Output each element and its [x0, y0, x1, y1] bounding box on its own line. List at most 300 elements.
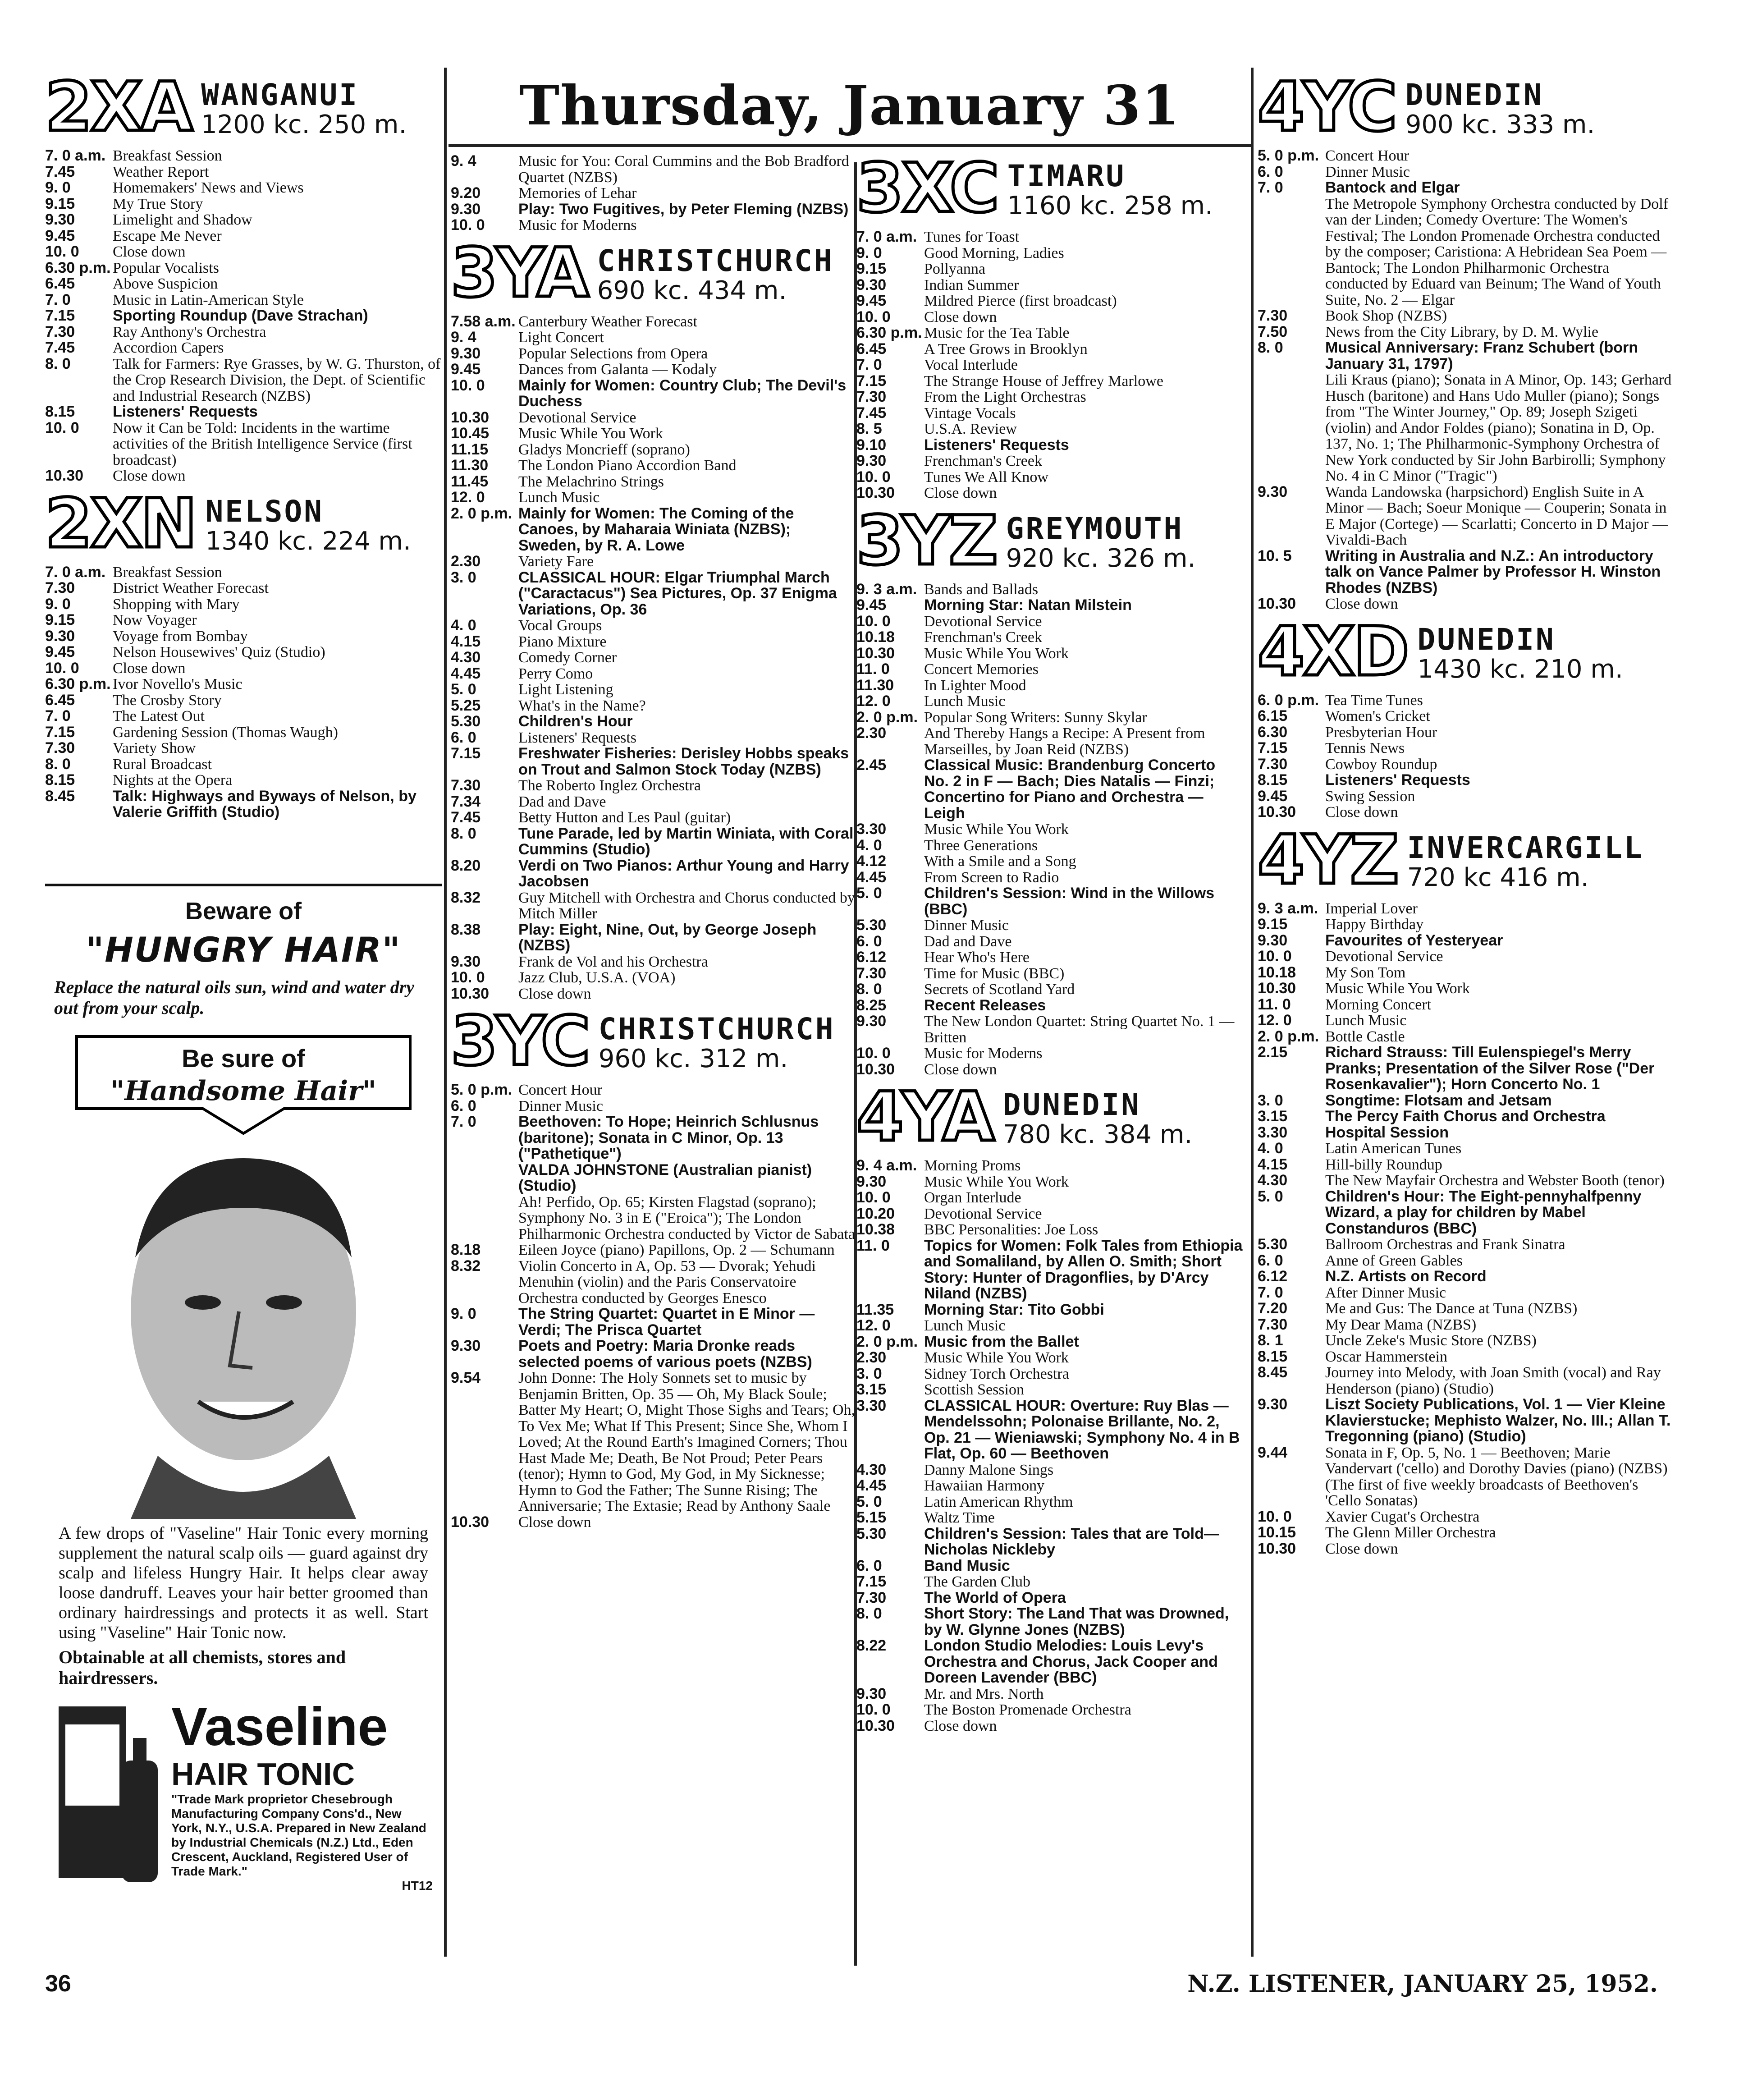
program-title: Waltz Time [924, 1509, 995, 1526]
program-item [451, 378, 856, 410]
program-item [856, 1222, 1244, 1238]
program-time: 10. 0 [856, 308, 891, 326]
program-time: 11. 0 [856, 1237, 890, 1254]
program-item [856, 821, 1244, 838]
program-title: Book Shop (NZBS) [1325, 307, 1447, 324]
program-time: 8.25 [856, 996, 887, 1014]
program-item [1258, 196, 1672, 308]
program-item [856, 1334, 1244, 1350]
vaseline-advertisement [45, 884, 442, 1937]
program-title: Hill-billy Roundup [1325, 1156, 1442, 1173]
program-time: 10. 0 [856, 468, 891, 486]
program-time: 9.15 [45, 611, 75, 628]
program-title: The New London Quartet: String Quartet No. 1 — Britten [924, 1013, 1235, 1046]
page-number: 36 [45, 1971, 71, 1997]
station-city: GREYMOUTH [1006, 511, 1184, 546]
ad-headline: Beware of [185, 898, 302, 925]
program-title: Verdi on Two Pianos: Arthur Young and Harry Jacobsen [518, 857, 849, 890]
station-city: CHRISTCHURCH [597, 243, 834, 278]
program-time: 9.30 [451, 953, 481, 970]
station-header [451, 234, 856, 312]
program-item [856, 853, 1244, 870]
program-title: Perry Como [518, 665, 593, 682]
program-item [1258, 1173, 1672, 1189]
program-title: Breakfast Session [113, 147, 222, 164]
program-title: Canterbury Weather Forecast [518, 313, 697, 330]
program-time: 9.45 [1258, 787, 1288, 805]
program-item [1258, 1109, 1672, 1125]
program-item [856, 325, 1244, 341]
program-item [856, 261, 1244, 277]
program-title: Time for Music (BBC) [924, 965, 1065, 982]
program-title: Listeners' Requests [113, 403, 258, 420]
program-item [856, 614, 1244, 630]
program-title: Violin Concerto in A, Op. 53 — Dvorak; Yehudi Menuhin (violin) and the Paris Conservatoire Orchestra conducted by Georges Enesco [518, 1257, 816, 1307]
program-item [45, 724, 442, 741]
station-callsign: 3XC [856, 149, 998, 228]
program-title: Music for Moderns [518, 217, 637, 234]
program-title: Weather Report [113, 163, 209, 180]
program-time: 2. 0 p.m. [1258, 1027, 1319, 1045]
program-time: 10. 0 [45, 243, 79, 260]
column-divider [1251, 68, 1254, 1957]
program-title: Close down [113, 468, 186, 484]
program-item [45, 660, 442, 677]
program-title: Dinner Music [1325, 163, 1410, 180]
program-title: Listeners' Requests [518, 729, 637, 746]
program-title: Listeners' Requests [1325, 771, 1470, 789]
program-title: Close down [518, 1513, 591, 1531]
station-section [451, 1002, 856, 1531]
program-title: Devotional Service [1325, 948, 1443, 965]
program-title: Music from the Ballet [924, 1333, 1079, 1350]
program-title: Close down [113, 660, 186, 677]
program-title: The Garden Club [924, 1573, 1031, 1590]
program-time: 9.30 [451, 1337, 481, 1354]
program-time: 6. 0 [451, 729, 476, 746]
program-time: 5. 0 p.m. [1258, 147, 1319, 164]
program-time: 11.35 [856, 1301, 894, 1318]
program-list [856, 1158, 1244, 1734]
program-title: Dinner Music [924, 917, 1009, 934]
program-time: 10. 0 [1258, 1508, 1292, 1525]
program-time: 8.20 [451, 857, 481, 874]
program-time: 7.45 [451, 809, 481, 826]
program-title: Xavier Cugat's Orchestra [1325, 1508, 1480, 1525]
program-item [1258, 1333, 1672, 1349]
program-title: Music for Moderns [924, 1045, 1043, 1062]
program-title: Morning Star: Tito Gobbi [924, 1301, 1104, 1318]
station-section [856, 1078, 1244, 1734]
program-item [45, 292, 442, 308]
program-item [1258, 1365, 1672, 1397]
program-time: 9. 0 [856, 244, 882, 261]
program-time: 2.15 [1258, 1044, 1288, 1061]
program-time: 2.30 [451, 553, 481, 570]
program-title: The Latest Out [113, 708, 205, 724]
program-item [45, 196, 442, 212]
station-section [856, 501, 1244, 1078]
program-item [856, 870, 1244, 886]
program-time: 4.45 [451, 665, 481, 682]
column-4 [1258, 68, 1672, 1966]
program-item [45, 468, 442, 484]
program-time: 4.45 [856, 1477, 887, 1494]
program-item [1258, 372, 1672, 484]
program-time: 3.30 [856, 1397, 887, 1414]
program-title: Concert Memories [924, 661, 1039, 678]
program-time: 11. 0 [856, 660, 890, 678]
program-time: 11.45 [451, 472, 489, 490]
program-title: Music While You Work [924, 645, 1069, 662]
program-item [451, 314, 856, 330]
program-time: 10.30 [856, 1717, 895, 1734]
program-title: Frank de Vol and his Orchestra [518, 953, 708, 970]
program-time: 9.30 [1258, 931, 1288, 949]
program-item [856, 1558, 1244, 1574]
program-title: The Crosby Story [113, 692, 222, 709]
program-item [45, 180, 442, 196]
program-title: Devotional Service [924, 1205, 1042, 1222]
program-item [856, 981, 1244, 998]
program-item [856, 1238, 1244, 1302]
program-title: Sonata in F, Op. 5, No. 1 — Beethoven; Marie Vandervart ('cello) and Dorothy Davies (piano) (NZBS) (The first of five weekly broadcasts of Beethoven's 'Cello Sonatas) [1325, 1444, 1668, 1509]
program-time: 4.45 [856, 868, 887, 886]
program-time: 9.15 [45, 195, 75, 212]
program-item [856, 1638, 1244, 1686]
program-title: Musical Anniversary: Franz Schubert (born January 31, 1797) [1325, 339, 1638, 372]
station-frequency: 1430 kc. 210 m. [1417, 654, 1623, 684]
program-time: 10. 0 [45, 419, 79, 436]
face-icon [86, 1140, 401, 1519]
ad-code: HT12 [402, 1879, 433, 1893]
program-item [451, 185, 856, 202]
program-title: Lunch Music [924, 1317, 1006, 1334]
program-time: 4.30 [1258, 1172, 1288, 1189]
program-time: 12. 0 [451, 489, 485, 506]
ad-headline-big: "HUNGRY HAIR" [86, 930, 401, 970]
program-item [451, 1082, 856, 1098]
program-title: Swing Session [1325, 788, 1415, 805]
program-time: 8. 0 [856, 981, 882, 998]
program-time: 7. 0 [45, 707, 71, 724]
program-time: 2. 0 p.m. [451, 504, 513, 522]
program-title: U.S.A. Review [924, 421, 1017, 437]
program-time: 9. 0 [45, 595, 71, 613]
program-time: 7.30 [1258, 307, 1288, 324]
program-item [856, 469, 1244, 486]
program-time: 6. 0 p.m. [1258, 691, 1319, 709]
program-time: 7.30 [1258, 1316, 1288, 1333]
program-item [856, 1718, 1244, 1734]
program-time: 4.15 [1258, 1155, 1288, 1173]
program-item [1258, 1141, 1672, 1157]
program-item [856, 1702, 1244, 1718]
program-item [451, 362, 856, 378]
program-title: Music for You: Coral Cummins and the Bob Bradford Quartet (NZBS) [518, 153, 849, 186]
program-time: 7.30 [856, 964, 887, 982]
program-item [1258, 1045, 1672, 1093]
station-city: CHRISTCHURCH [598, 1012, 835, 1046]
station-header [451, 1002, 856, 1081]
program-title: Presbyterian Hour [1325, 724, 1437, 741]
program-list [1258, 692, 1672, 821]
program-item [451, 858, 856, 890]
program-item [856, 646, 1244, 662]
program-title: Recent Releases [924, 996, 1046, 1014]
program-time: 9. 4 a.m. [856, 1157, 917, 1174]
program-item [856, 678, 1244, 694]
program-title: Play: Eight, Nine, Out, by George Joseph (NZBS) [518, 921, 817, 954]
program-title: Tunes for Toast [924, 229, 1020, 245]
program-list [856, 229, 1244, 501]
program-title: The Strange House of Jeffrey Marlowe [924, 372, 1163, 390]
program-title: The World of Opera [924, 1589, 1066, 1606]
program-item [45, 564, 442, 581]
program-time: 10. 0 [856, 1189, 891, 1206]
program-title: And Thereby Hangs a Recipe: A Present from Marseilles, by Joan Reid (NZBS) [924, 725, 1205, 758]
program-title: The Boston Promenade Orchestra [924, 1701, 1131, 1718]
column-divider [444, 68, 447, 1957]
program-time: 4. 0 [451, 617, 476, 634]
program-time: 9.30 [856, 276, 887, 293]
program-item [856, 1045, 1244, 1062]
program-item [45, 244, 442, 260]
program-time: 7.15 [856, 1573, 887, 1590]
program-title: Accordion Capers [113, 339, 224, 356]
program-item [451, 746, 856, 778]
station-header [45, 68, 442, 147]
program-time: 4.30 [451, 649, 481, 666]
program-title: Organ Interlude [924, 1189, 1021, 1206]
ad-bubble-line2: "Handsome Hair" [110, 1075, 376, 1107]
program-time: 10.30 [856, 644, 895, 662]
program-title: Mildred Pierce (first broadcast) [924, 293, 1117, 309]
program-title: Devotional Service [518, 409, 636, 426]
station-frequency: 690 kc. 434 m. [597, 275, 787, 305]
program-item [1258, 1029, 1672, 1045]
station-city: DUNEDIN [1002, 1087, 1141, 1122]
program-title: Popular Song Writers: Sunny Skylar [924, 709, 1147, 726]
program-item [856, 453, 1244, 469]
program-title: Secrets of Scotland Yard [924, 981, 1075, 998]
program-title: Devotional Service [924, 613, 1042, 630]
program-item [451, 682, 856, 698]
program-item [451, 346, 856, 362]
program-item [856, 1318, 1244, 1334]
program-title: Mainly for Women: Country Club; The Devil's Duchess [518, 376, 847, 410]
program-time: 6. 0 [1258, 163, 1283, 180]
program-time: 11.15 [451, 440, 489, 458]
program-time: 9.45 [856, 292, 887, 309]
station-city: DUNEDIN [1405, 78, 1543, 112]
program-title: Beethoven: To Hope; Heinrich Schlusnus (baritone); Sonata in C Minor, Op. 13 ("Pathetique") [518, 1113, 819, 1162]
program-title: Bands and Ballads [924, 581, 1039, 598]
program-time: 8. 5 [856, 420, 882, 437]
program-title: Now it Can be Told: Incidents in the wartime activities of the British Intelligence Service (first broadcast) [113, 419, 412, 468]
station-city: DUNEDIN [1417, 622, 1556, 657]
program-title: What's in the Name? [518, 697, 646, 714]
program-item [451, 570, 856, 618]
program-time: 10.30 [856, 1060, 895, 1078]
station-header [45, 484, 442, 563]
program-time: 10. 0 [45, 659, 79, 677]
station-info [1006, 513, 1196, 573]
program-title: Jazz Club, U.S.A. (VOA) [518, 969, 676, 986]
program-title: Morning Proms [924, 1157, 1021, 1174]
program-time: 10. 0 [451, 216, 485, 234]
program-title: Variety Show [113, 740, 196, 757]
program-title: Uncle Zeke's Music Store (NZBS) [1325, 1332, 1537, 1349]
program-time: 7.45 [45, 339, 75, 356]
program-item [1258, 708, 1672, 724]
ad-bubble-line1: Be sure of [182, 1044, 305, 1073]
station-section [451, 153, 856, 234]
program-title: N.Z. Artists on Record [1325, 1268, 1487, 1285]
program-time: 8.45 [45, 787, 75, 805]
program-time: 9.45 [856, 596, 887, 614]
program-time: 7. 0 a.m. [45, 563, 106, 581]
program-item [1258, 308, 1672, 324]
station-info [1007, 160, 1213, 220]
station-callsign: 4XD [1258, 612, 1408, 691]
program-time: 9. 4 [451, 153, 476, 170]
program-title: Children's Hour [518, 713, 633, 730]
program-title: Tunes We All Know [924, 468, 1048, 486]
program-time: 9.30 [856, 1013, 887, 1030]
program-title: Listeners' Requests [924, 436, 1069, 454]
program-time: 7.30 [1258, 755, 1288, 773]
program-title: The Metropole Symphony Orchestra conducted by Dolf van der Linden; Comedy Overture: The Women's Festival; The London Promenade Orchestra conducted by the composer; Caristiona: A Hebridean Sea Poem — Bantock; The London Philharmonic Orchestra conducted by Eduard van Beinum; The Wand of Youth Suite, No. 2 — Elgar [1325, 195, 1669, 308]
program-title: Close down [924, 1717, 997, 1734]
program-time: 7.30 [856, 1589, 887, 1606]
program-item [45, 260, 442, 276]
program-time: 12. 0 [856, 692, 891, 710]
program-time [451, 1194, 518, 1243]
program-item [451, 1194, 856, 1243]
station-section [1258, 68, 1672, 612]
station-header [1258, 612, 1672, 691]
program-item [451, 618, 856, 634]
program-title: Comedy Corner [518, 649, 617, 666]
program-time: 6.45 [856, 340, 887, 358]
program-item [856, 1382, 1244, 1398]
program-title: Vintage Vocals [924, 404, 1016, 422]
program-item [1258, 1349, 1672, 1365]
program-item [451, 554, 856, 570]
program-time: 4. 0 [1258, 1140, 1283, 1157]
program-item [1258, 1301, 1672, 1317]
program-title: Danny Malone Sings [924, 1461, 1054, 1478]
program-title: Music While You Work [924, 821, 1069, 838]
station-callsign: 2XA [45, 68, 192, 147]
program-item [856, 710, 1244, 726]
program-time: 10.18 [1258, 963, 1296, 981]
program-time: 10.45 [451, 425, 490, 442]
program-title: The New Mayfair Orchestra and Webster Booth (tenor) [1325, 1172, 1665, 1189]
station-frequency: 720 kc 416 m. [1407, 862, 1589, 892]
program-time: 6.30 p.m. [45, 259, 111, 276]
program-title: Close down [924, 485, 997, 501]
program-item [856, 693, 1244, 710]
program-item [856, 966, 1244, 982]
program-item [1258, 1285, 1672, 1301]
program-item [451, 506, 856, 554]
program-title: BBC Personalities: Joe Loss [924, 1221, 1098, 1238]
footer-masthead: N.Z. LISTENER, JANUARY 25, 1952. [1187, 1970, 1658, 1998]
program-time: 5.30 [451, 713, 481, 730]
tonic-bottle-icon [54, 1697, 162, 1891]
page-title: Thursday, January 31 [519, 74, 1181, 138]
program-title: Mainly for Women: The Coming of the Canoes, by Maharaia Winiata (NZBS); Sweden, by R. A. Lowe [518, 504, 794, 554]
program-time: 9. 3 a.m. [1258, 899, 1318, 917]
program-title: Variety Fare [518, 553, 594, 570]
program-time: 9.30 [856, 1685, 887, 1702]
program-time: 10. 0 [1258, 948, 1292, 965]
program-list [856, 582, 1244, 1078]
program-item [45, 228, 442, 244]
program-item [1258, 324, 1672, 340]
program-item [856, 309, 1244, 326]
program-time: 7.30 [451, 777, 481, 794]
program-item [1258, 1237, 1672, 1253]
program-title: Vocal Groups [518, 617, 602, 634]
program-time: 4.12 [856, 853, 887, 870]
program-time: 9.45 [45, 643, 75, 660]
program-time: 7. 0 a.m. [856, 228, 917, 245]
station-frequency: 900 kc. 333 m. [1405, 110, 1595, 139]
program-item [45, 612, 442, 628]
program-title: Journey into Melody, with Joan Smith (vocal) and Ray Henderson (piano) (Studio) [1325, 1364, 1661, 1397]
program-title: The Percy Faith Chorus and Orchestra [1325, 1108, 1606, 1125]
program-time: 7. 0 [1258, 179, 1283, 196]
program-time: 7.45 [856, 404, 887, 422]
program-time: 4. 0 [856, 836, 882, 854]
program-title: Music for the Tea Table [924, 325, 1070, 341]
program-title: Close down [1325, 804, 1398, 821]
program-title: Shopping with Mary [113, 596, 240, 613]
program-item [856, 582, 1244, 598]
program-item [451, 666, 856, 682]
program-time: 6.30 p.m. [45, 675, 111, 692]
program-time: 9.20 [451, 184, 481, 202]
program-time: 7.58 a.m. [451, 312, 516, 330]
program-time: 6.45 [45, 275, 75, 292]
program-item [856, 1590, 1244, 1606]
program-item [45, 580, 442, 596]
program-title: John Donne: The Holy Sonnets set to music by Benjamin Britten, Op. 35 — Oh, My Black Soule; Batter My Heart; O, Might Those Sighs and Tears; Oh, To Vex Me; What If This Present; Since She, Whom I Loved; At the Round Earth's Imagined Corners; Thou Hast Made Me; Death, Be Not Proud; Peter Pears (tenor); Hymn to God, My God, in My Sicknesse; Hymn to God the Father; The Sunne Rising; The Anniversarie; The Extasie; Read by Anthony Saale [518, 1370, 856, 1514]
station-header [1258, 821, 1672, 899]
program-title: A Tree Grows in Brooklyn [924, 340, 1088, 358]
program-time: 6.12 [1258, 1268, 1288, 1285]
program-time: 2. 0 p.m. [856, 1333, 918, 1350]
program-item [451, 794, 856, 810]
program-item [451, 217, 856, 234]
program-item [451, 698, 856, 714]
ad-brand-block [54, 1697, 433, 1893]
program-item [1258, 148, 1672, 164]
program-time: 8. 0 [45, 355, 71, 372]
program-title: Close down [1325, 1540, 1398, 1557]
station-info [1405, 79, 1595, 139]
program-title: Anne of Green Gables [1325, 1252, 1463, 1269]
ad-speech-bubble [72, 1032, 415, 1136]
program-item [451, 826, 856, 858]
program-title: Favourites of Yesteryear [1325, 931, 1503, 949]
program-time: 7.50 [1258, 323, 1288, 340]
program-time: 10. 0 [856, 612, 891, 630]
program-item [856, 373, 1244, 390]
